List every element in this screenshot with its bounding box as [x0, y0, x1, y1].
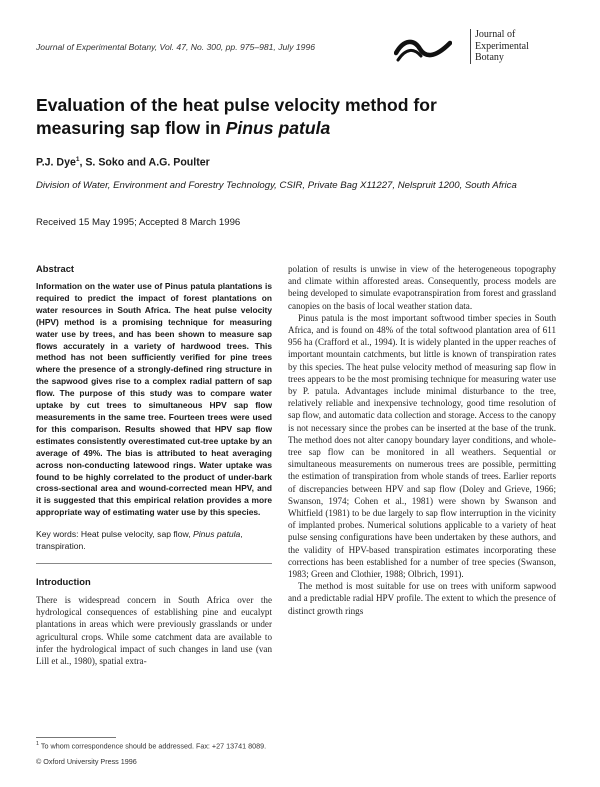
journal-name-line2: Experimental [475, 40, 529, 52]
journal-name-line1: Journal of [475, 29, 516, 40]
intro-paragraph-1-left: There is widespread concern in South Africa over the hydrological consequences of establishing pine and eucalypt plantations in areas which were previously grasslands or under agricultural crops. While some catchment data are available to infer the hydrological impact of such changes in land use (van Lill et al., 1980), spatial extra- [36, 594, 272, 666]
abstract-heading: Abstract [36, 263, 75, 274]
article-title [36, 94, 456, 140]
right-column [288, 263, 556, 617]
journal-citation: Journal of Experimental Botany, Vol. 47, No. 300, pp. 975–981, July 1996 [36, 42, 315, 52]
title-main: Evaluation of the heat pulse velocity method for measuring sap flow in [36, 95, 437, 138]
footnote-rule [36, 737, 116, 738]
keywords-list: Heat pulse velocity, sap flow, [80, 529, 193, 540]
left-column [36, 263, 272, 667]
intro-paragraph-1-right: polation of results is unwise in view of the heterogeneous topography and climate within afforested areas. Consequently, process models are being developed to simulate evapotranspiration from forest and grassland canopies on the basis of local weather station data. [288, 264, 556, 311]
keywords [36, 529, 272, 553]
author-first: P.J. Dye [36, 156, 76, 169]
journal-name [470, 29, 529, 64]
footnote-mark: 1 [36, 741, 40, 747]
journal-name-line3: Botany [475, 52, 504, 63]
keywords-end: , transpiration. [36, 529, 243, 552]
keywords-species: Pinus patula [193, 529, 241, 540]
footnote-text: To whom correspondence should be addressed. Fax: +27 13741 8089. [39, 741, 267, 751]
intro-paragraph-1-full [36, 770, 37, 771]
intro-paragraph-3: The method is most suitable for use on trees with uniform sapwood and a predictable radial HPV profile. The extent to which the presence of distinct growth rings [288, 581, 556, 616]
copyright: © Oxford University Press 1996 [36, 757, 137, 766]
section-divider [36, 563, 272, 564]
intro-paragraph-2: Pinus patula is the most important softwood timber species in South Africa, and is found on 48% of the total softwood plantation area of 611 956 ha (Crafford et al., 1994). It is widely planted in the upper reaches of important mountain catchments, but little is known of transpiration rates by this species. The heat pulse velocity method of measuring sap flow in trees appears to be the most promising technique for measuring water use by P. patula. Advantages include minimal disturbance to the tree, relatively reliable and inexpensive technology, good time resolution of sap flow, and automatic data collection and storage. Access to the canopy is not necessary since the probes can be inserted at the base of the trunk. The method does not alter canopy boundary layer conditions, and whole-tree sap flow can be monitored in all weathers. Sequential or simultaneous measurements on numerous trees are possible, permitting the estimation of transpiration from whole stands of trees. Earlier reports of discrepancies between HPV and sap flow (Doley and Grieve, 1966; Swanson, 1974; Cohen et al., 1981) were shown by Swanson and Whitfield (1981) to be due largely to sap flow interruption in the vicinity of implanted probes. Numerical solutions applicable to a variety of heat pulse sensing configurations have been undertaken by these authors, and the validity of HPV-based transpiration estimates incorporating these corrections has been established for a number of tree species (Swanson, 1983; Green and Clothier, 1988; Olbrich, 1991). [288, 312, 556, 580]
abstract-text: Information on the water use of Pinus patula plantations is required to predict the impact of forest plantations on water resources in South Africa. The heat pulse velocity (HPV) method is a promising technique for measuring water use by trees, and has been shown to measure sap flows accurately in a variety of hardwood trees. This method has not been sufficiently verified for pine trees where the presence of a strongly-defined ring structure in the sapwood gives rise to a complex radial pattern of sap flow. The purpose of this study was to compare water uptake by cut trees to simultaneous HPV sap flow measurements in the same tree. Fourteen trees were used for this comparison. Results showed that HPV sap flow estimates consistently overestimated cut-tree uptake by an average of 49%. The bias is attributed to heat averaging across non-conducting latewood rings. Water uptake was found to be highly correlated to the product of under-bark cross-sectional area and wound-corrected mean HPV, and it is suggested that this empirical relation provides a more appropriate way of estimating water use by this species. [36, 281, 272, 518]
authors [36, 156, 210, 169]
author-mark: 1 [75, 156, 80, 163]
introduction-heading: Introduction [36, 575, 91, 587]
keywords-label: Key words: [36, 529, 79, 540]
journal-wave-logo-icon [394, 33, 452, 65]
affiliation: Division of Water, Environment and Forestry Technology, CSIR, Private Bag X11227, Nelspruit 1200, South Africa [36, 180, 517, 191]
author-rest: , S. Soko and A.G. Poulter [79, 156, 210, 169]
title-species: Pinus patula [225, 118, 331, 138]
footnote [36, 741, 266, 750]
received-dates: Received 15 May 1995; Accepted 8 March 1996 [36, 217, 241, 228]
